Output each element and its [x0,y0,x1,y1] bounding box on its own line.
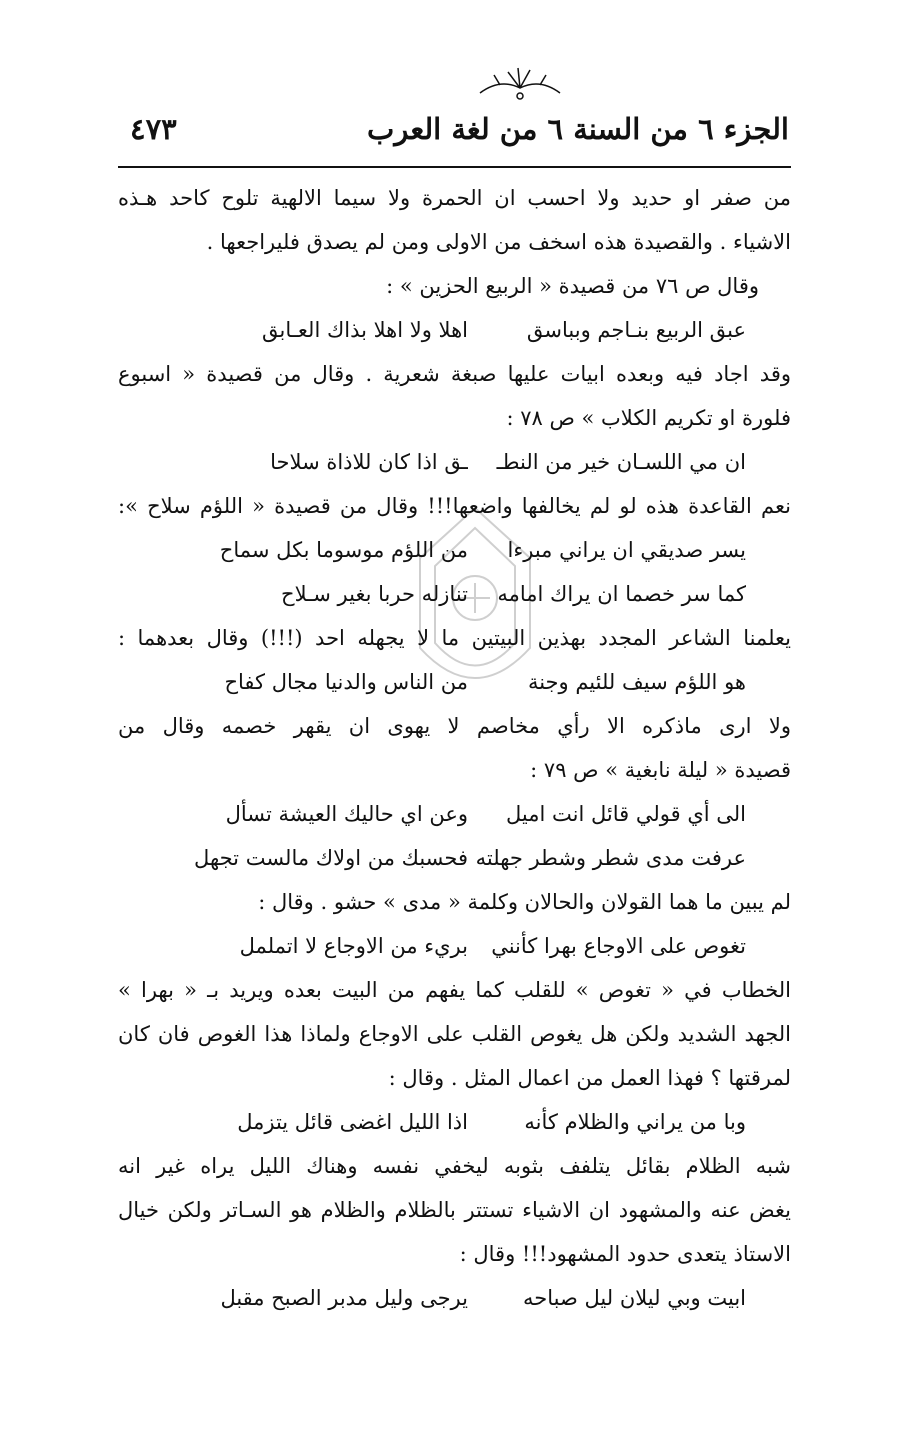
verse-first-hemistich: يسر صديقي ان يراني مبرءا [507,538,746,562]
verse-first-hemistich: هو اللؤم سيف للئيم وجنة [527,670,746,694]
prose-line: الخطاب في « تغوص » للقلب كما يفهم من البيت بعده ويريد بـ « بهرا » [118,978,791,1002]
prose-line: لمرقتها ؟ فهذا العمل من اعمال المثل . وقال : [388,1066,791,1090]
verse-line [118,660,791,704]
prose-line: الاشياء . والقصيدة هذه اسخف من الاولى ومن لم يصدق فليراجعها . [206,230,791,254]
verse-second-hemistich: اهلا ولا اهلا بذاك العـابق [262,318,468,342]
verse-second-hemistich: اذا الليل اغضى قائل يتزمل [237,1110,468,1134]
verse-line [118,836,791,880]
verse-second-hemistich: فحسبك من اولاك مالست تجهل [194,846,468,870]
verse-first-hemistich: تغوص على الاوجاع بهرا كأنني [491,934,746,958]
verse-line [118,308,791,352]
prose-line: لم يبين ما هما القولان والحالان وكلمة « مدى » حشو . وقال : [258,890,791,914]
verse-second-hemistich: من اللؤم موسوما بكل سماح [219,538,468,562]
decorative-ornament [470,58,570,108]
verse-first-hemistich: كما سر خصما ان يراك امامه [497,582,746,606]
page-number: ٤٧٣ [130,112,177,146]
verse-second-hemistich: وعن اي حاليك العيشة تسأل [225,802,468,826]
prose-line: نعم القاعدة هذه لو لم يخالفها واضعها!!! وقال من قصيدة « اللؤم سلاح »: [118,494,791,518]
prose-line: من صفر او حديد ولا احسب ان الحمرة ولا سيما الالهية تلوح كاحد هـذه [118,186,791,210]
running-title: الجزء ٦ من السنة ٦ من لغة العرب [367,112,789,146]
prose-line: ولا ارى ماذكره الا رأي مخاصم لا يهوى ان يقهر خصمه وقال من [118,714,791,738]
verse-second-hemistich: يرجى وليل مدبر الصبح مقبل [220,1286,468,1310]
prose-line: فلورة او تكريم الكلاب » ص ٧٨ : [506,406,791,430]
prose-line: شبه الظلام بقائل يتلفف بثوبه ليخفي نفسه وهناك الليل يراه غير انه [118,1154,791,1178]
verse-line [118,1276,791,1320]
verse-line [118,572,791,616]
prose-line: الاستاذ يتعدى حدود المشهود!!! وقال : [459,1242,791,1266]
verse-second-hemistich: بريء من الاوجاع لا اتململ [239,934,468,958]
verse-second-hemistich: تنازله حربا بغير سـلاح [281,582,468,606]
verse-line [118,1100,791,1144]
prose-line: يغض عنه والمشهود ان الاشياء تستتر بالظلام والظلام هو السـاتر ولكن خيال [118,1198,791,1222]
prose-line: يعلمنا الشاعر المجدد بهذين البيتين ما لا يجهله احد (!!!) وقال بعدهما : [118,626,791,650]
verse-first-hemistich: ابيت وبي ليلان ليل صباحه [523,1286,746,1310]
verse-second-hemistich: ـق اذا كان للاذاة سلاحا [270,450,468,474]
verse-line [118,924,791,968]
verse-line [118,792,791,836]
verse-line [118,528,791,572]
verse-first-hemistich: عبق الربيع بنـاجم وبباسق [526,318,746,342]
verse-first-hemistich: الى أي قولي قائل انت اميل [506,802,746,826]
verse-first-hemistich: ان مي اللسـان خير من النطـ [496,450,746,474]
prose-line: الجهد الشديد ولكن هل يغوص القلب على الاوجاع ولماذا هذا الغوص فان كان [118,1022,791,1046]
verse-line [118,440,791,484]
header-rule [118,166,791,168]
prose-line: قصيدة « ليلة نابغية » ص ٧٩ : [530,758,791,782]
prose-line: وقد اجاد فيه وبعده ابيات عليها صبغة شعرية . وقال من قصيدة « اسبوع [118,362,791,386]
verse-first-hemistich: وبا من يراني والظلام كأنه [524,1110,746,1134]
page-header [130,112,789,162]
verse-first-hemistich: عرفت مدى شطر وشطر جهلته [475,846,746,870]
verse-second-hemistich: من الناس والدنيا مجال كفاح [224,670,468,694]
prose-line: وقال ص ٧٦ من قصيدة « الربيع الحزين » : [386,274,759,298]
